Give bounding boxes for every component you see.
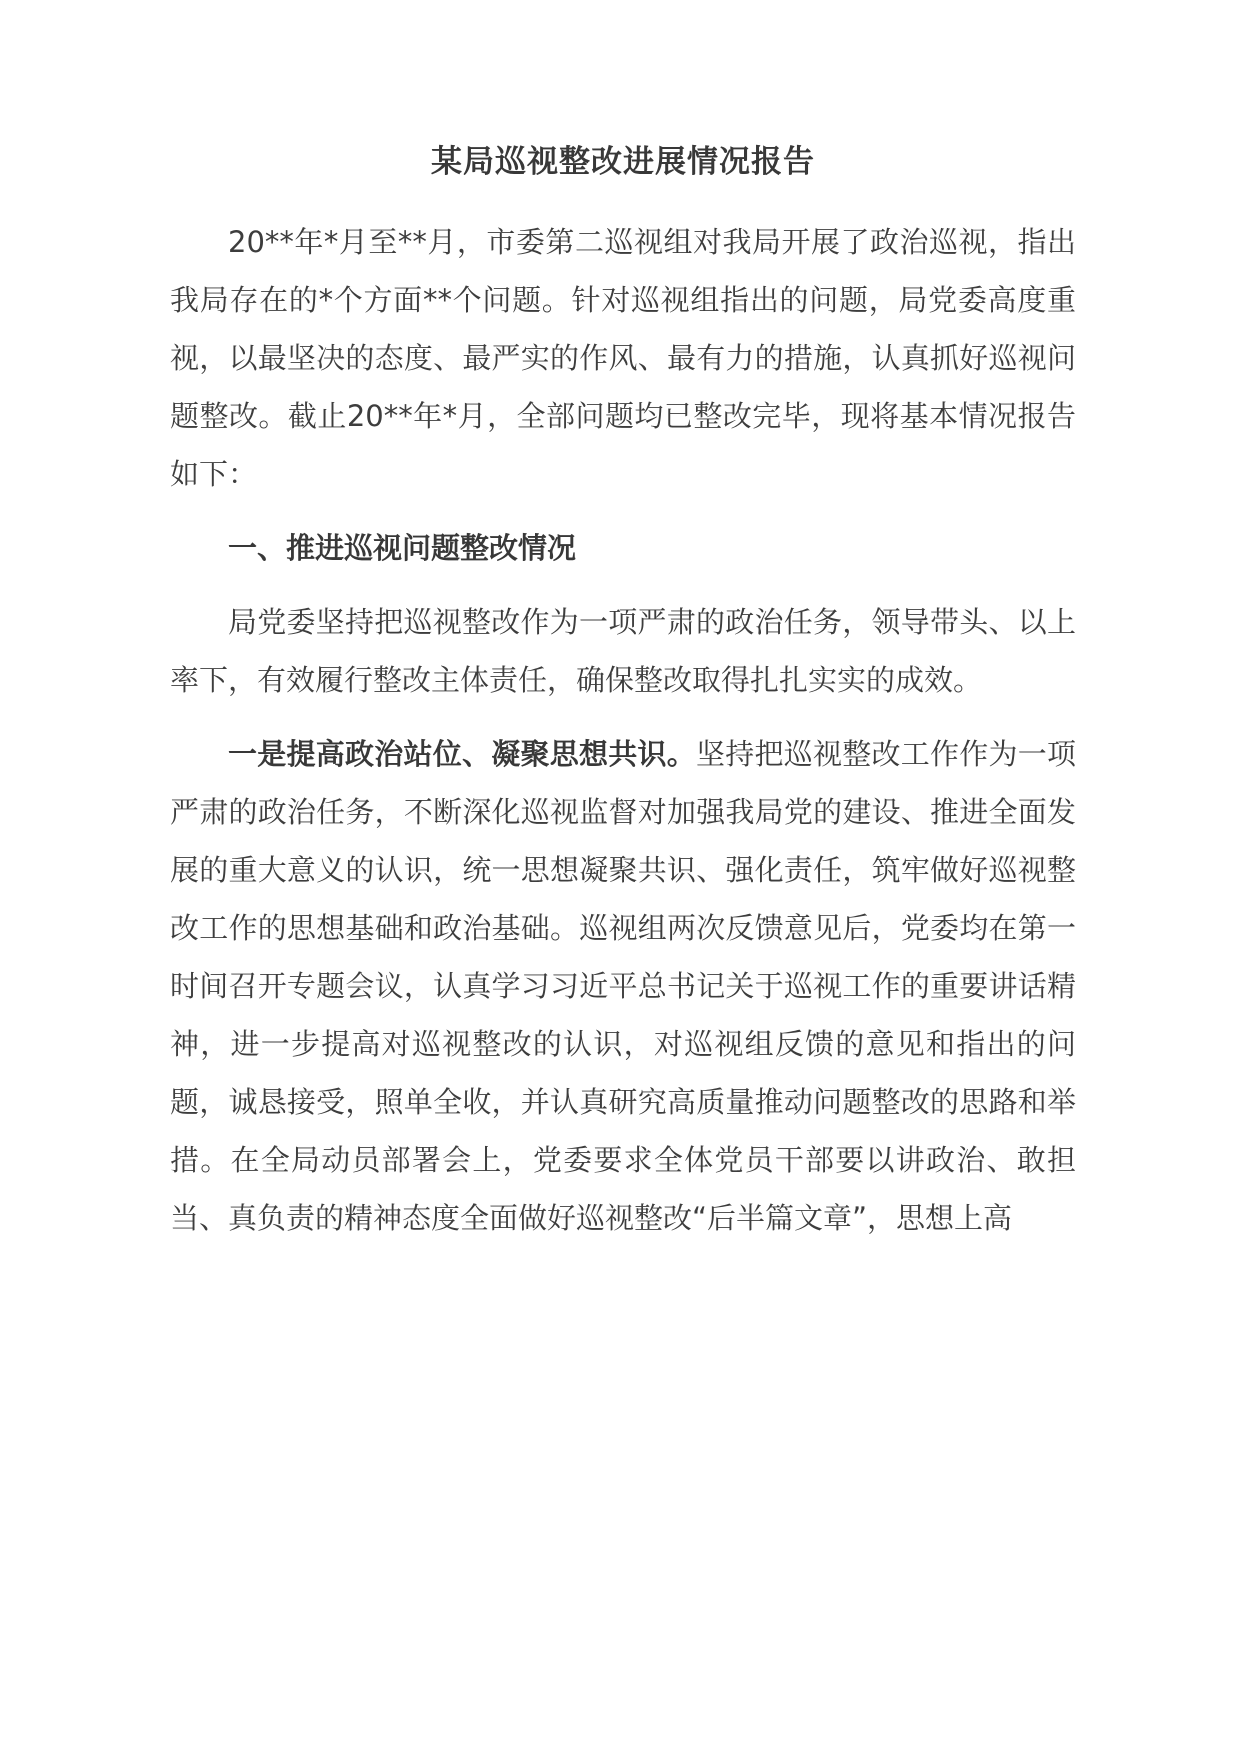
document-title xyxy=(170,136,1076,181)
point-1-lead: 一是提高政治站位、凝聚思想共识。 xyxy=(228,737,696,771)
section-1-heading: 一、推进巡视问题整改情况 xyxy=(228,531,577,565)
intro-paragraph: 20**年*月至**月，市委第二巡视组对我局开展了政治巡视，指出我局存在的*个方面**个问题。针对巡视组指出的问题，局党委高度重视，以最坚决的态度、最严实的作风、最有力的措施，认真抓好巡视问题整改。截止20**年*月，全部问题均已整改完毕，现将基本情况报告如下： xyxy=(170,225,1076,491)
point-1-paragraph xyxy=(170,725,1076,1247)
section-1-intro-paragraph: 局党委坚持把巡视整改作为一项严肃的政治任务，领导带头、以上率下，有效履行整改主体责任，确保整改取得扎扎实实的成效。 xyxy=(170,605,1076,697)
document-title-text: 某局巡视整改进展情况报告 xyxy=(431,144,815,180)
point-1-body: 坚持把巡视整改工作作为一项严肃的政治任务，不断深化巡视监督对加强我局党的建设、推进全面发展的重大意义的认识，统一思想凝聚共识、强化责任，筑牢做好巡视整改工作的思想基础和政治基础。巡视组两次反馈意见后，党委均在第一时间召开专题会议，认真学习习近平总书记关于巡视工作的重要讲话精神，进一步提高对巡视整改的认识，对巡视组反馈的意见和指出的问题，诚恳接受，照单全收，并认真研究高质量推动问题整改的思路和举措。在全局动员部署会上，党委要求全体党员干部要以讲政治、敢担当、真负责的精神态度全面做好巡视整改“后半篇文章”，思想上高 xyxy=(170,737,1076,1235)
